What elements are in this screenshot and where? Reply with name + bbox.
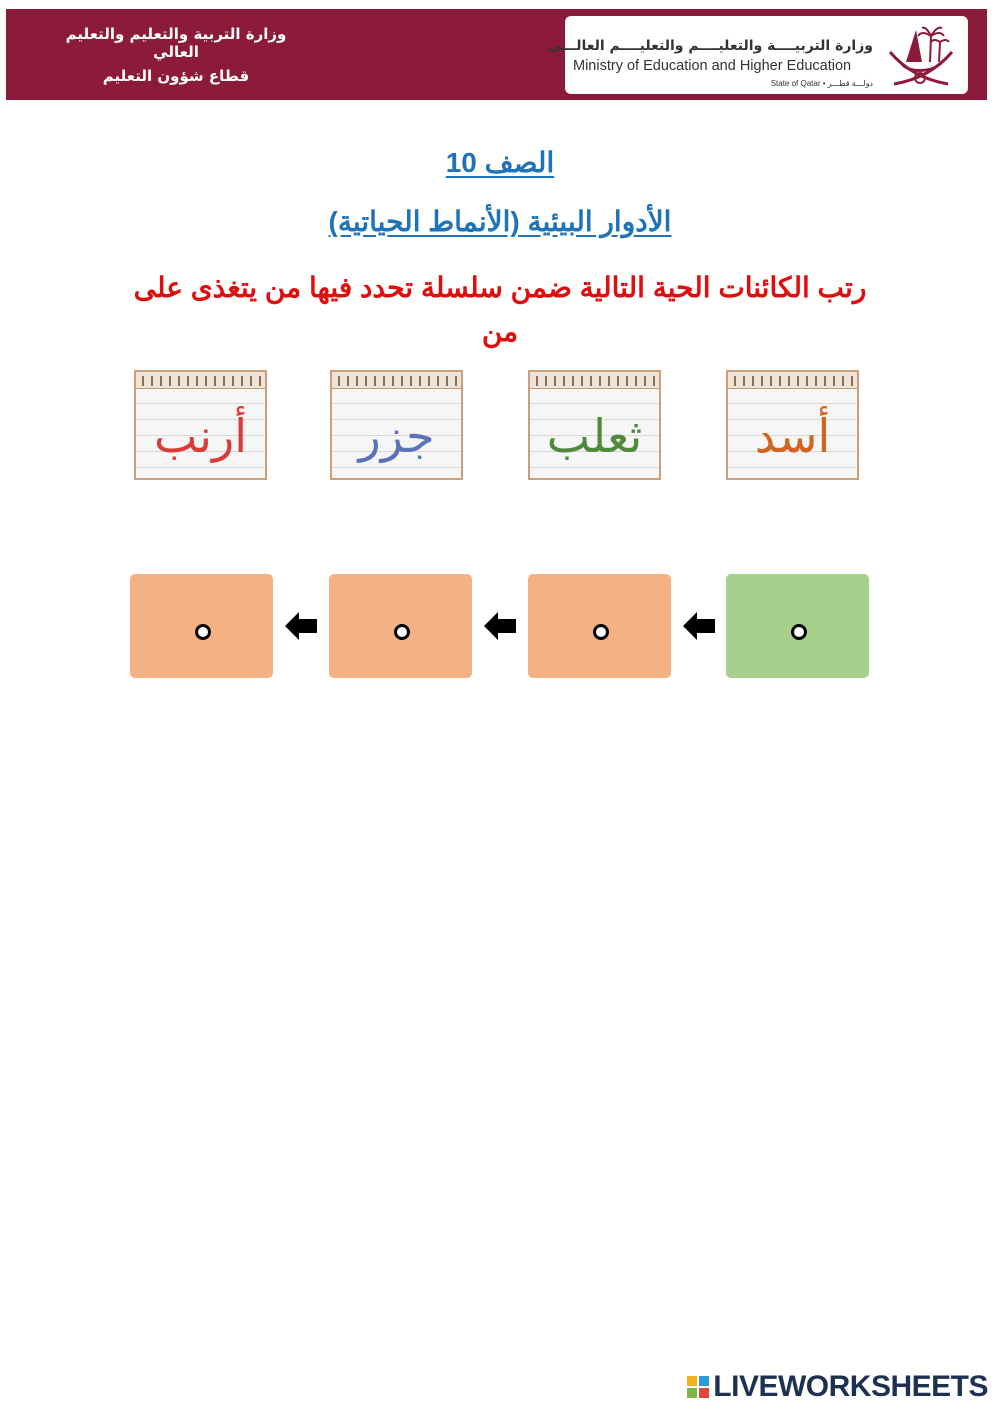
ministry-logo xyxy=(547,16,968,94)
chain-box-1[interactable] xyxy=(726,574,869,678)
arrow-left-icon xyxy=(683,610,715,642)
header-banner xyxy=(6,9,987,100)
liveworksheets-logo-icon xyxy=(687,1376,709,1398)
chain-box-4[interactable] xyxy=(130,574,273,678)
card-word: جزر xyxy=(358,409,435,463)
logo-arabic-text: وزارة التربيــــة والتعليــــم والتعليــــم العالـــي xyxy=(547,38,873,54)
lesson-title-text: الأدوار البيئية (الأنماط الحياتية) xyxy=(328,206,672,237)
word-card-carrot[interactable] xyxy=(330,370,463,480)
grade-title-text: الصف 10 xyxy=(445,147,555,178)
logo-state-text: State of Qatar • دولـــة قطـــر xyxy=(770,79,873,88)
card-rings xyxy=(728,372,857,389)
instruction-text: رتب الكائنات الحية التالية ضمن سلسلة تحدد فيها من يتغذى على من xyxy=(133,272,867,347)
card-rings xyxy=(136,372,265,389)
liveworksheets-text: LIVEWORKSHEETS xyxy=(713,1370,988,1403)
banner-left xyxy=(6,9,366,100)
drop-target-marker xyxy=(593,624,609,640)
chain-box-2[interactable] xyxy=(528,574,671,678)
drop-target-marker xyxy=(195,624,211,640)
card-rings xyxy=(332,372,461,389)
arrow-left-icon xyxy=(285,610,317,642)
word-card-lion[interactable] xyxy=(726,370,859,480)
card-word: أرنب xyxy=(154,409,247,463)
grade-title xyxy=(0,146,1000,179)
lesson-title xyxy=(0,205,1000,238)
arrow-left-icon xyxy=(484,610,516,642)
chain-box-3[interactable] xyxy=(329,574,472,678)
card-word: أسد xyxy=(754,409,831,463)
drop-target-marker xyxy=(791,624,807,640)
drop-target-marker xyxy=(394,624,410,640)
card-rings xyxy=(530,372,659,389)
card-word: ثعلب xyxy=(546,409,643,463)
logo-english-text: Ministry of Education and Higher Education xyxy=(573,58,852,74)
liveworksheets-brand xyxy=(687,1370,988,1404)
sector-name: قطاع شؤون التعليم xyxy=(102,67,250,85)
word-card-fox[interactable] xyxy=(528,370,661,480)
ministry-name: وزارة التربية والتعليم والتعليم العالي xyxy=(65,25,287,61)
word-card-rabbit[interactable] xyxy=(134,370,267,480)
qatar-emblem-icon xyxy=(882,22,958,90)
